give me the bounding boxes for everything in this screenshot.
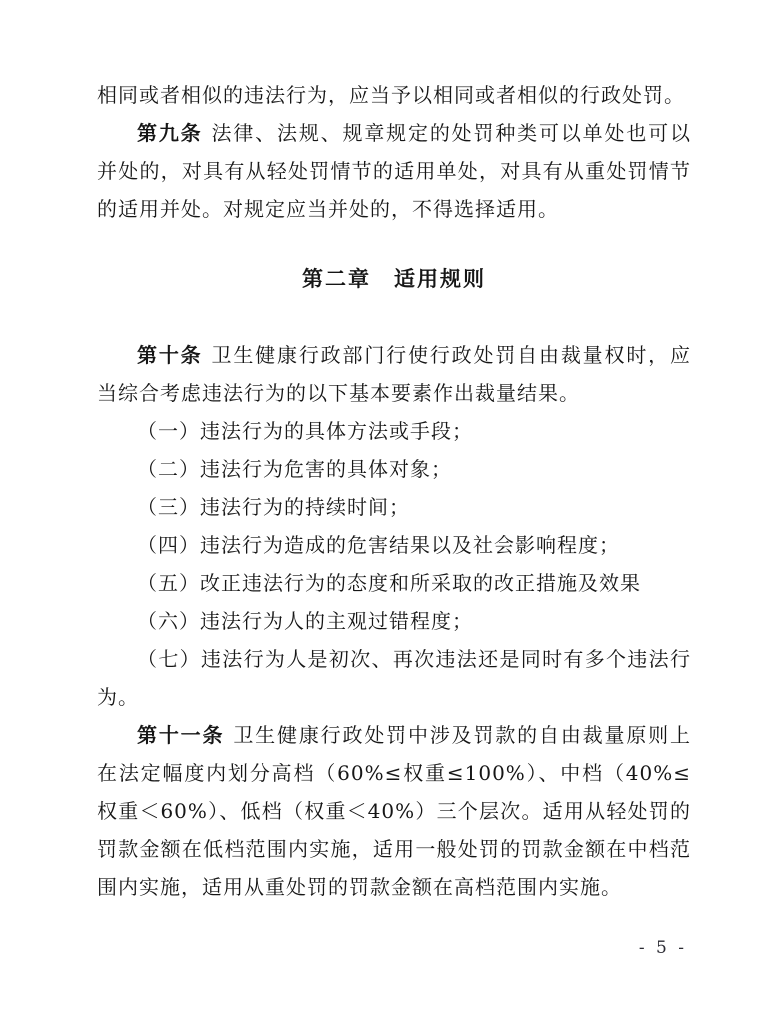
article-11-label: 第十一条	[137, 723, 225, 747]
article-9-text: 法律、法规、规章规定的处罚种类可以单处也可以并处的，对具有从轻处罚情节的适用单处，对具有从重处罚情节的适用并处。对规定应当并处的，不得选择适用。	[97, 121, 691, 221]
list-item-6: （六）违法行为人的主观过错程度；	[137, 609, 473, 633]
list-item-5: （五）改正违法行为的态度和所采取的改正措施及效果	[137, 571, 641, 595]
paragraph-article-10	[97, 336, 691, 412]
article-10-label: 第十条	[137, 343, 203, 367]
paragraph-article-9	[97, 114, 691, 228]
chapter-heading: 第二章 适用规则	[302, 266, 486, 291]
paragraph-article-11	[97, 716, 691, 906]
list-item-2: （二）违法行为危害的具体对象；	[137, 457, 452, 481]
article-10-text: 卫生健康行政部门行使行政处罚自由裁量权时，应当综合考虑违法行为的以下基本要素作出裁量结果。	[97, 343, 691, 405]
list-item-3: （三）违法行为的持续时间；	[137, 495, 410, 519]
list-item-7: （七）违法行为人是初次、再次违法还是同时有多个违法行为。	[97, 647, 691, 709]
list-item-1: （一）违法行为的具体方法或手段；	[137, 419, 473, 443]
paragraph-continuation: 相同或者相似的违法行为，应当予以相同或者相似的行政处罚。	[97, 83, 685, 107]
article-11-text: 卫生健康行政处罚中涉及罚款的自由裁量原则上在法定幅度内划分高档（60%≤权重≤100%）、中档（40%≤权重＜60%）、低档（权重＜40%）三个层次。适用从轻处罚的罚款金额在低档范围内实施，适用一般处罚的罚款金额在中档范围内实施，适用从重处罚的罚款金额在高档范围内实施。	[97, 723, 692, 899]
document-page	[97, 76, 691, 906]
page-number: - 5 -	[638, 938, 687, 958]
article-9-label: 第九条	[137, 121, 203, 145]
list-item-4: （四）违法行为造成的危害结果以及社会影响程度；	[137, 533, 620, 557]
